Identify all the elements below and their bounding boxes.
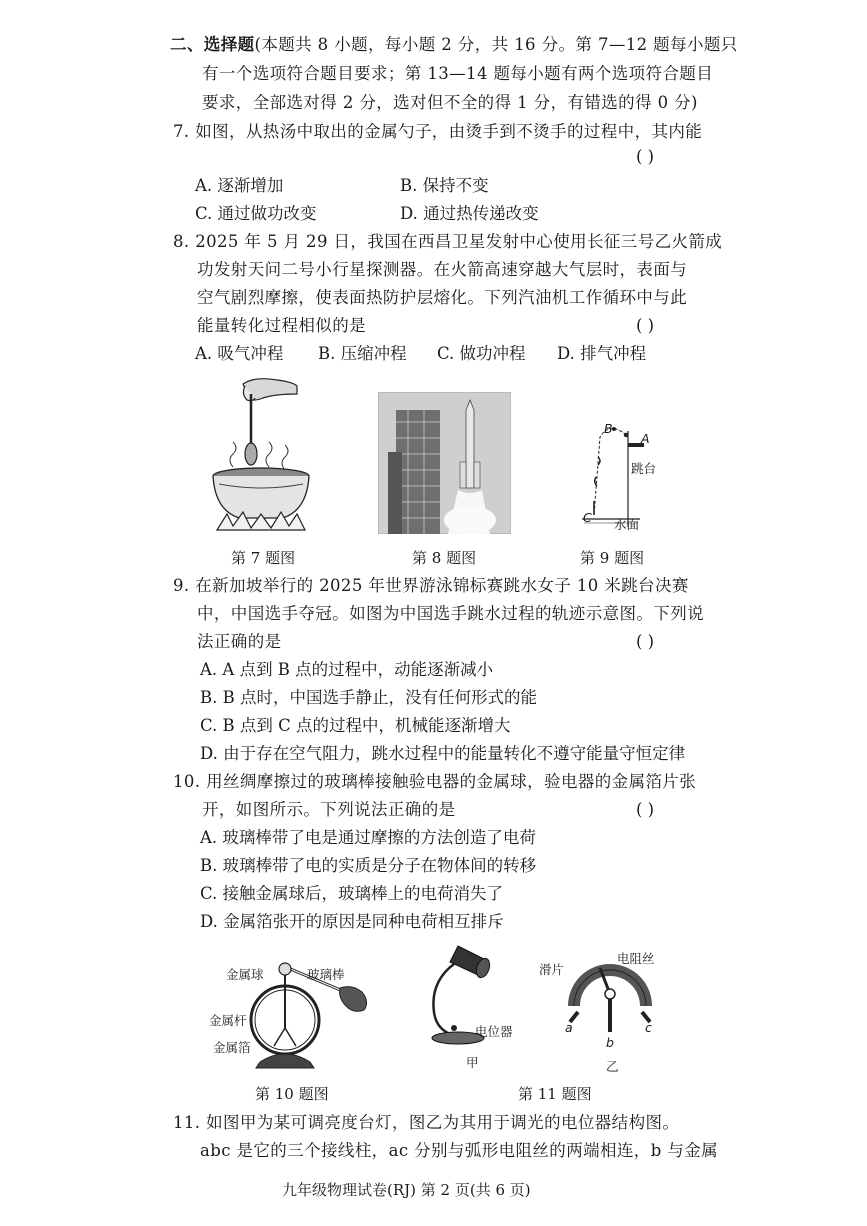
q8-stem-line1: 8. 2025 年 5 月 29 日，我国在西昌卫星发射中心使用长征三号乙火箭成 — [173, 232, 723, 251]
page-footer: 九年级物理试卷(RJ) 第 2 页(共 6 页) — [282, 1181, 531, 1199]
figure-10-label-metal-stem: 金属杆 — [209, 1013, 247, 1028]
figure-7-hot-soup-spoon — [205, 372, 325, 537]
figure-11-terminal-a: a — [565, 1020, 573, 1035]
q10-option-c: C. 接触金属球后，玻璃棒上的电荷消失了 — [200, 884, 504, 903]
q10-stem-line1: 10. 用丝绸摩擦过的玻璃棒接触验电器的金属球，验电器的金属箔片张 — [173, 772, 697, 791]
q9-answer-paren: ( ) — [636, 632, 655, 651]
figure-9-caption: 第 9 题图 — [580, 549, 645, 567]
q10-option-b: B. 玻璃棒带了电的实质是分子在物体间的转移 — [200, 856, 537, 875]
q8-stem-line2: 功发射天问二号小行星探测器。在火箭高速穿越大气层时，表面与 — [197, 260, 688, 279]
section-header-line2: 有一个选项符合题目要求；第 13—14 题每小题有两个选项符合题目 — [202, 64, 714, 83]
q8-stem-line3: 空气剧烈摩擦，使表面热防护层熔化。下列汽油机工作循环中与此 — [197, 288, 688, 307]
q9-stem-line1: 9. 在新加坡举行的 2025 年世界游泳锦标赛跳水女子 10 米跳台决赛 — [173, 576, 689, 595]
q8-option-d: D. 排气冲程 — [557, 344, 647, 363]
section-title: 二、选择题 — [170, 35, 255, 54]
q8-option-a: A. 吸气冲程 — [195, 344, 284, 363]
q7-stem: 7. 如图，从热汤中取出的金属勺子，由烫手到不烫手的过程中，其内能 — [173, 122, 703, 141]
q9-stem-line3: 法正确的是 — [197, 632, 282, 651]
q11-stem-line1: 11. 如图甲为某可调亮度台灯，图乙为其用于调光的电位器结构图。 — [173, 1113, 680, 1132]
figure-10-label-metal-foil: 金属箔 — [213, 1040, 251, 1055]
figure-9-label-a: A — [641, 431, 650, 446]
q9-option-d: D. 由于存在空气阻力，跳水过程中的能量转化不遵守能量守恒定律 — [200, 744, 686, 763]
q7-option-c: C. 通过做功改变 — [195, 204, 317, 223]
figure-9-label-platform: 跳台 — [631, 461, 657, 476]
figure-11-label-yi: 乙 — [606, 1059, 619, 1074]
q11-stem-line2: abc 是它的三个接线柱，ac 分别与弧形电阻丝的两端相连，b 与金属 — [200, 1141, 719, 1160]
figure-8-caption: 第 8 题图 — [412, 549, 477, 567]
figure-7-caption: 第 7 题图 — [231, 549, 296, 567]
section-header-line1 — [170, 34, 738, 56]
q10-stem-line2: 开，如图所示。下列说法正确的是 — [202, 800, 456, 819]
figure-9-label-c: C — [583, 510, 592, 525]
q8-option-b: B. 压缩冲程 — [318, 344, 407, 363]
q8-option-c: C. 做功冲程 — [437, 344, 526, 363]
q9-option-c: C. B 点到 C 点的过程中，机械能逐渐增大 — [200, 716, 511, 735]
figure-11-terminal-c: c — [645, 1020, 652, 1035]
q10-answer-paren: ( ) — [636, 800, 655, 819]
figure-10-label-glass-rod: 玻璃棒 — [307, 967, 345, 982]
figure-10-caption: 第 10 题图 — [255, 1085, 329, 1103]
figure-10-label-metal-ball: 金属球 — [226, 967, 264, 982]
q9-option-b: B. B 点时，中国选手静止，没有任何形式的能 — [200, 688, 537, 707]
figure-9-label-water: 水面 — [614, 517, 640, 532]
figure-8-rocket-launch-photo — [378, 392, 511, 534]
q10-option-d: D. 金属箔张开的原因是同种电荷相互排斥 — [200, 912, 504, 931]
figure-11-label-potentiometer: 电位器 — [475, 1024, 513, 1039]
q7-answer-paren: ( ) — [636, 147, 655, 166]
q7-option-b: B. 保持不变 — [400, 176, 489, 195]
section-instructions: (本题共 8 小题，每小题 2 分，共 16 分。第 7—12 题每小题只 — [254, 35, 738, 54]
figure-11-label-jia: 甲 — [466, 1055, 479, 1070]
figure-11-label-slider: 滑片 — [539, 962, 565, 977]
q7-option-a: A. 逐渐增加 — [195, 176, 284, 195]
figure-9-label-b: B — [604, 421, 613, 436]
q8-answer-paren: ( ) — [636, 316, 655, 335]
q7-option-d: D. 通过热传递改变 — [400, 204, 539, 223]
figure-11-label-resistance-wire: 电阻丝 — [617, 951, 655, 966]
q9-option-a: A. A 点到 B 点的过程中，动能逐渐减小 — [200, 660, 494, 679]
figure-11-caption: 第 11 题图 — [518, 1085, 592, 1103]
figure-11-terminal-b: b — [606, 1035, 614, 1050]
q10-option-a: A. 玻璃棒带了电是通过摩擦的方法创造了电荷 — [200, 828, 536, 847]
q9-stem-line2: 中，中国选手夺冠。如图为中国选手跳水过程的轨迹示意图。下列说 — [197, 604, 704, 623]
section-header-line3: 要求，全部选对得 2 分，选对但不全的得 1 分，有错选的得 0 分) — [202, 93, 698, 112]
q8-stem-line4: 能量转化过程相似的是 — [197, 316, 366, 335]
